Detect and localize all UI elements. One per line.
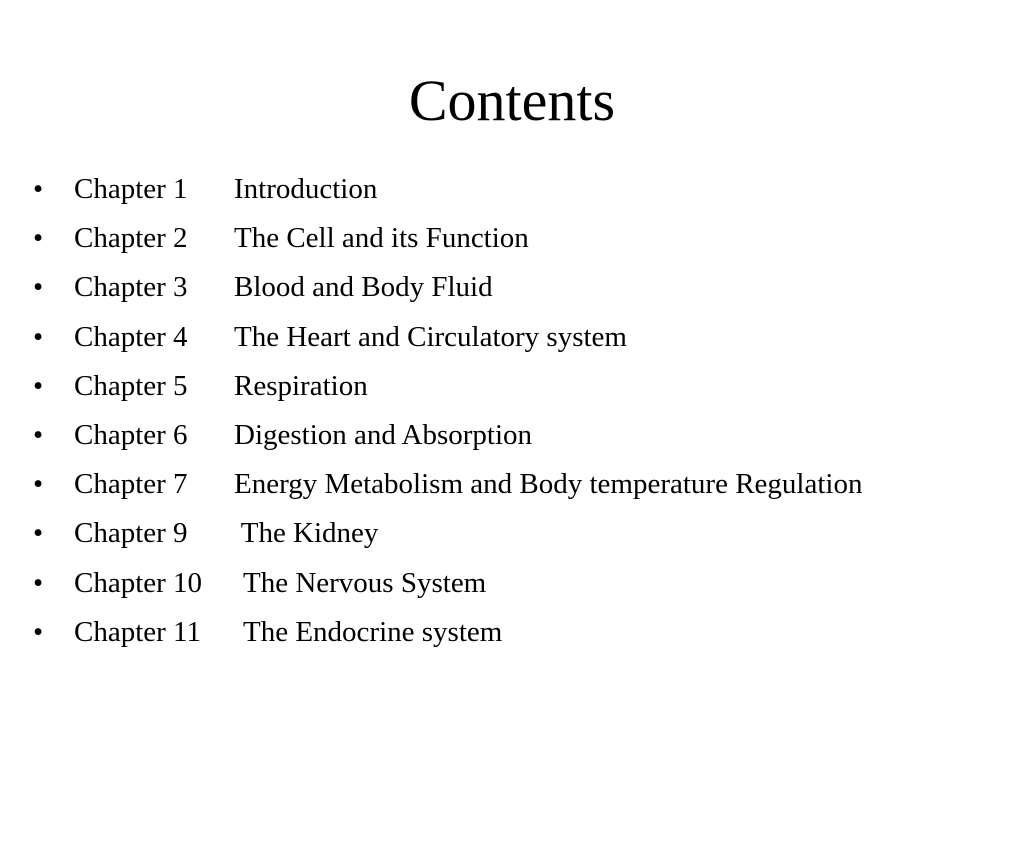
chapter-title: The Heart and Circulatory system [234, 320, 627, 353]
chapter-title: The Endocrine system [243, 615, 503, 648]
bullet-icon: • [33, 468, 44, 501]
bullet-icon: • [33, 320, 44, 353]
bullet-icon: • [33, 271, 44, 304]
chapter-title: Blood and Body Fluid [234, 271, 493, 304]
contents-list [0, 165, 1000, 657]
chapter-title: Energy Metabolism and Body temperature Regulation [234, 468, 863, 501]
list-item [0, 559, 1000, 608]
list-item [0, 263, 1000, 312]
chapter-number: Chapter 3 [74, 271, 188, 304]
chapter-title: Introduction [234, 173, 378, 205]
slide-title: Contents [408, 68, 616, 133]
chapter-title: Respiration [234, 369, 368, 402]
chapter-number: Chapter 7 [74, 468, 188, 501]
list-item [0, 165, 1000, 214]
chapter-title: Digestion and Absorption [234, 418, 533, 451]
bullet-icon: • [33, 222, 44, 255]
bullet-icon: • [33, 566, 44, 599]
chapter-number: Chapter 10 [74, 566, 203, 599]
chapter-title: The Cell and its Function [234, 222, 529, 255]
chapter-title: The Nervous System [243, 566, 487, 599]
list-item [0, 460, 1000, 509]
list-item [0, 509, 1000, 558]
list-item [0, 214, 1000, 263]
bullet-icon: • [33, 418, 44, 451]
list-item [0, 313, 1000, 362]
bullet-icon: • [33, 517, 44, 550]
chapter-title: The Kidney [234, 517, 379, 550]
bullet-icon: • [33, 173, 44, 205]
bullet-icon: • [33, 615, 44, 648]
chapter-number: Chapter 4 [74, 320, 188, 353]
list-item [0, 362, 1000, 411]
chapter-number: Chapter 9 [74, 517, 188, 550]
chapter-number: Chapter 5 [74, 369, 188, 402]
list-item [0, 411, 1000, 460]
chapter-number: Chapter 1 [74, 173, 188, 205]
chapter-number: Chapter 2 [74, 222, 188, 255]
chapter-number: Chapter 6 [74, 418, 188, 451]
chapter-number: Chapter 11 [74, 615, 201, 648]
bullet-icon: • [33, 369, 44, 402]
list-item [0, 608, 1000, 657]
